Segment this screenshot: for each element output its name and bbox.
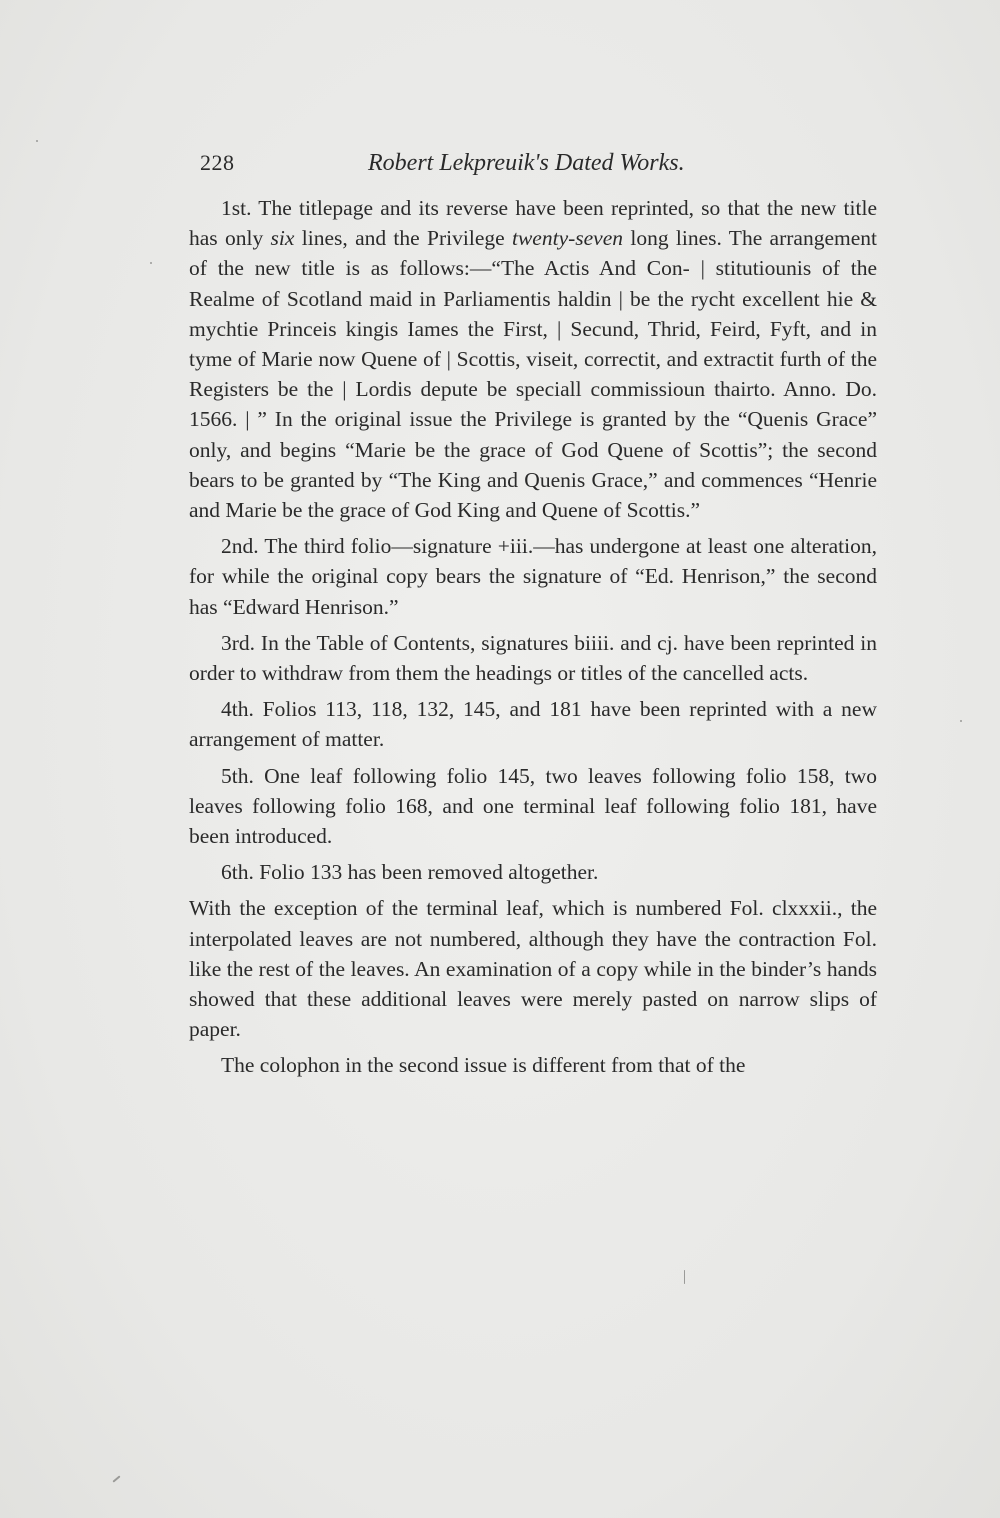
text-run: 3rd. In the Table of Contents, signatures biiii. and cj. have been reprinted in order to withdraw from them the headings or titles of the cancelled acts. bbox=[189, 630, 877, 686]
text-run: 6th. Folio 133 has been removed altogether. bbox=[221, 860, 599, 885]
text-run: 4th. Folios 113, 118, 132, 145, and 181 have been reprinted with a new arrangement of matter. bbox=[189, 697, 877, 752]
paragraph-colophon bbox=[189, 1050, 877, 1080]
paper-speck bbox=[112, 1475, 120, 1482]
paper-speck bbox=[36, 140, 38, 142]
text-run: long lines. The arrangement of the new title is as follows:—“The Actis And Con- | stitutiounis of the Realme of Scotland maid in Parliamentis haldin | be the rycht excellent hie & mychtie Princeis kingis Iames the First, | Secund, Thrid, Feird, Fyft, and in tyme of Marie now Quene of | Scottis, viseit, correctit, and extractit furth of the Registers be the | Lordis depute be speciall commissioun thairto. Anno. Do. 1566. | ” In the original issue the Privilege is granted by the “Quenis Grace” only, and begins “Marie be the grace of God Quene of Scottis”; the second bears to be granted by “The King and Quenis Grace,” and commences “Henrie and Marie be the grace of God King and Quene of Scottis.” bbox=[189, 226, 877, 523]
paper-speck bbox=[684, 1270, 685, 1284]
running-title: Robert Lekpreuik's Dated Works. bbox=[368, 150, 685, 176]
body-text bbox=[189, 193, 877, 1081]
page-number: 228 bbox=[200, 150, 235, 175]
text-run-italic: twenty-seven bbox=[511, 226, 624, 251]
page-header bbox=[200, 150, 720, 186]
text-run: 1st. The titlepage and its reverse have been reprinted, so that the new title has only bbox=[189, 196, 877, 251]
paragraph-third-change bbox=[189, 628, 877, 688]
text-run: With the exception of the terminal leaf, which is numbered Fol. clxxxii., the interpolated leaves are not numbered, although they have the contraction Fol. like the rest of the leaves. An examination of a copy while in the binder’s hands showed that these additional leaves were merely pasted on narrow slips of paper. bbox=[189, 896, 877, 1042]
paragraph-sixth-change bbox=[189, 857, 877, 887]
text-run: The colophon in the second issue is different from that of the bbox=[221, 1053, 746, 1078]
paragraph-fourth-change bbox=[189, 694, 877, 754]
paragraph-interpolated-leaves bbox=[189, 893, 877, 1044]
paper-speck bbox=[960, 720, 962, 722]
paragraph-fifth-change bbox=[189, 761, 877, 852]
text-run: 2nd. The third folio—signature +iii.—has undergone at least one alteration, for while the original copy bears the signature of “Ed. Henrison,” the second has “Edward Henrison.” bbox=[189, 534, 877, 619]
text-run: lines, and the Privilege bbox=[294, 226, 512, 251]
text-run: 5th. One leaf following folio 145, two leaves following folio 158, two leaves following folio 168, and one terminal leaf following folio 181, have been introduced. bbox=[189, 763, 877, 849]
text-run-italic: six bbox=[270, 226, 295, 251]
paragraph-second-change bbox=[189, 531, 877, 622]
paper-speck bbox=[150, 262, 152, 264]
paragraph-first-change bbox=[189, 193, 877, 525]
